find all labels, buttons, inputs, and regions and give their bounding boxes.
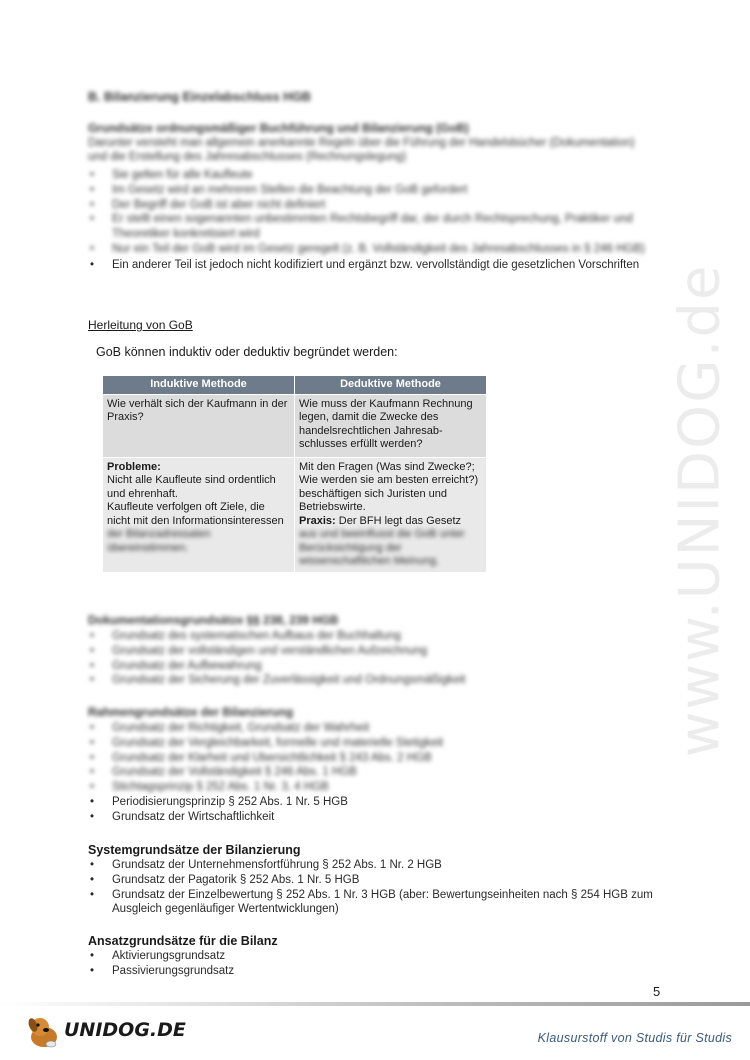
list-item: • Er stellt einen sogenannten unbestimmten Rechtsbegriff dar, der durch Rechtsprechung, Praktiker und Theoretiker konkretisiert wird [88, 212, 648, 242]
cell-text: Der BFH legt das Gesetz [338, 514, 462, 527]
rahmen-bullets [88, 721, 648, 825]
list-item: • Passivierungsgrundsatz [88, 964, 648, 979]
watermark [660, 263, 740, 757]
list-item: • Grundsatz der Pagatorik § 252 Abs. 1 Nr. 5 HGB [88, 873, 658, 888]
list-item: • Grundsatz der Richtigkeit, Grundsatz der Wahrheit [88, 721, 648, 736]
list-item: • Grundsatz der Vollständigkeit § 246 Abs. 1 HGB [88, 765, 648, 780]
rahmen-heading: Rahmengrundsätze der Bilanzierung [88, 705, 294, 719]
list-item: • Grundsatz der Einzelbewertung § 252 Abs. 1 Nr. 3 HGB (aber: Bewertungseinheiten nach § 254 HGB zum Ausgleich gegenläufiger Wertentwicklungen) [88, 888, 658, 918]
section-title: B. Bilanzierung Einzelabschluss HGB [88, 90, 311, 104]
cell-text: Mit den Fragen (Was sind Zwecke?; Wie werden sie am besten erreicht?) beschäftigen sich Juristen und Betriebswirte. [299, 460, 479, 513]
ansatz-heading: Ansatzgrundsätze für die Bilanz [88, 934, 278, 948]
cell-label: Praxis: [299, 514, 336, 527]
gob-bullets [88, 168, 648, 273]
list-item: • Stichtagsprinzip § 252 Abs. 1 Nr. 3, 4 HGB [88, 780, 648, 795]
table-cell [295, 394, 487, 457]
dokumentation-heading: Dokumentationsgrundsätze §§ 238, 239 HGB [88, 613, 339, 627]
dog-icon [24, 1013, 64, 1049]
list-item: • Nur ein Teil der GoB wird im Gesetz geregelt (z. B. Vollständigkeit des Jahresabschlusses in § 246 HGB) [88, 242, 648, 257]
list-item: • Grundsatz der Vergleichbarkeit, formelle und materielle Stetigkeit [88, 736, 648, 751]
table-cell [103, 394, 295, 457]
list-item: • Ein anderer Teil ist jedoch nicht kodifiziert und ergänzt bzw. vervollständigt die gesetzlichen Vorschriften [88, 258, 648, 273]
system-bullets [88, 858, 658, 917]
list-item: • Grundsatz der Wirtschaftlichkeit [88, 810, 648, 825]
gob-heading: Grundsätze ordnungsmäßiger Buchführung und Bilanzierung (GoB) [88, 121, 469, 135]
system-heading: Systemgrundsätze der Bilanzierung [88, 843, 301, 857]
table-header-deductive: Deduktive Methode [295, 376, 487, 395]
watermark-text: www.UNIDOG.de [667, 263, 733, 757]
footer-tagline: Klausurstoff von Studis für Studis [537, 1031, 732, 1045]
cell-text: Wie verhält sich der Kaufmann in der Praxis? [107, 397, 288, 423]
list-item: • Grundsatz des systematischen Aufbaus der Buchhaltung [88, 629, 648, 644]
list-item: • Aktivierungsgrundsatz [88, 949, 648, 964]
logo-text: UNIDOG.DE [64, 1019, 186, 1041]
table-header-inductive: Induktive Methode [103, 376, 295, 395]
dokumentation-bullets [88, 629, 648, 688]
cell-text: Wie muss der Kaufmann Rechnung legen, damit die Zwecke des handelsrechtlichen Jahresab-schlusses erfüllt werden? [299, 397, 473, 450]
method-table [102, 375, 487, 573]
list-item: • Periodisierungsprinzip § 252 Abs. 1 Nr. 5 HGB [88, 795, 648, 810]
list-item: • Der Begriff der GoB ist aber nicht definiert [88, 198, 648, 213]
table-cell [103, 457, 295, 572]
table-cell [295, 457, 487, 572]
cell-text: aus und beeinflusst die GoB unter Berücksichtigung der wissenschaftlichen Meinung. [299, 528, 465, 567]
method-table-wrap [102, 375, 487, 573]
system-section [88, 843, 658, 917]
cell-label: Probleme: [107, 460, 161, 473]
list-item: • Im Gesetz wird an mehreren Stellen die Beachtung der GoB gefordert [88, 183, 648, 198]
ansatz-section [88, 934, 648, 979]
list-item: • Grundsatz der vollständigen und verständlichen Aufzeichnung [88, 644, 648, 659]
list-item: • Grundsatz der Sicherung der Zuverlässigkeit und Ordnungsmäßigkeit [88, 673, 648, 688]
cell-text: der Bilanzadressaten übereinstimmen. [107, 528, 211, 554]
list-item: • Sie gelten für alle Kaufleute [88, 168, 648, 183]
gob-section [88, 121, 648, 273]
ansatz-bullets [88, 949, 648, 979]
footer-divider [0, 1002, 750, 1006]
cell-text: Kaufleute verfolgen oft Ziele, die nicht mit den Informationsinteressen [107, 501, 284, 527]
list-item: • Grundsatz der Aufbewahrung [88, 659, 648, 674]
list-item: • Grundsatz der Klarheit und Übersichtlichkeit § 243 Abs. 2 HGB [88, 751, 648, 766]
list-item: • Grundsatz der Unternehmensfortführung § 252 Abs. 1 Nr. 2 HGB [88, 858, 658, 873]
logo [24, 1013, 186, 1049]
gob-intro: Darunter versteht man allgemein anerkannte Regeln über die Führung der Handelsbücher (Dokumentation) und die Erstellung des Jahresabschlusses (Rechnungslegung) [88, 137, 635, 163]
rahmen-section [88, 705, 648, 825]
dokumentation-section [88, 613, 648, 688]
page-number: 5 [653, 984, 661, 999]
herleitung-intro: GoB können induktiv oder deduktiv begründet werden: [96, 345, 398, 359]
cell-text: Nicht alle Kaufleute sind ordentlich und ehrenhaft. [107, 474, 276, 500]
herleitung-subheading: Herleitung von GoB [88, 318, 193, 332]
